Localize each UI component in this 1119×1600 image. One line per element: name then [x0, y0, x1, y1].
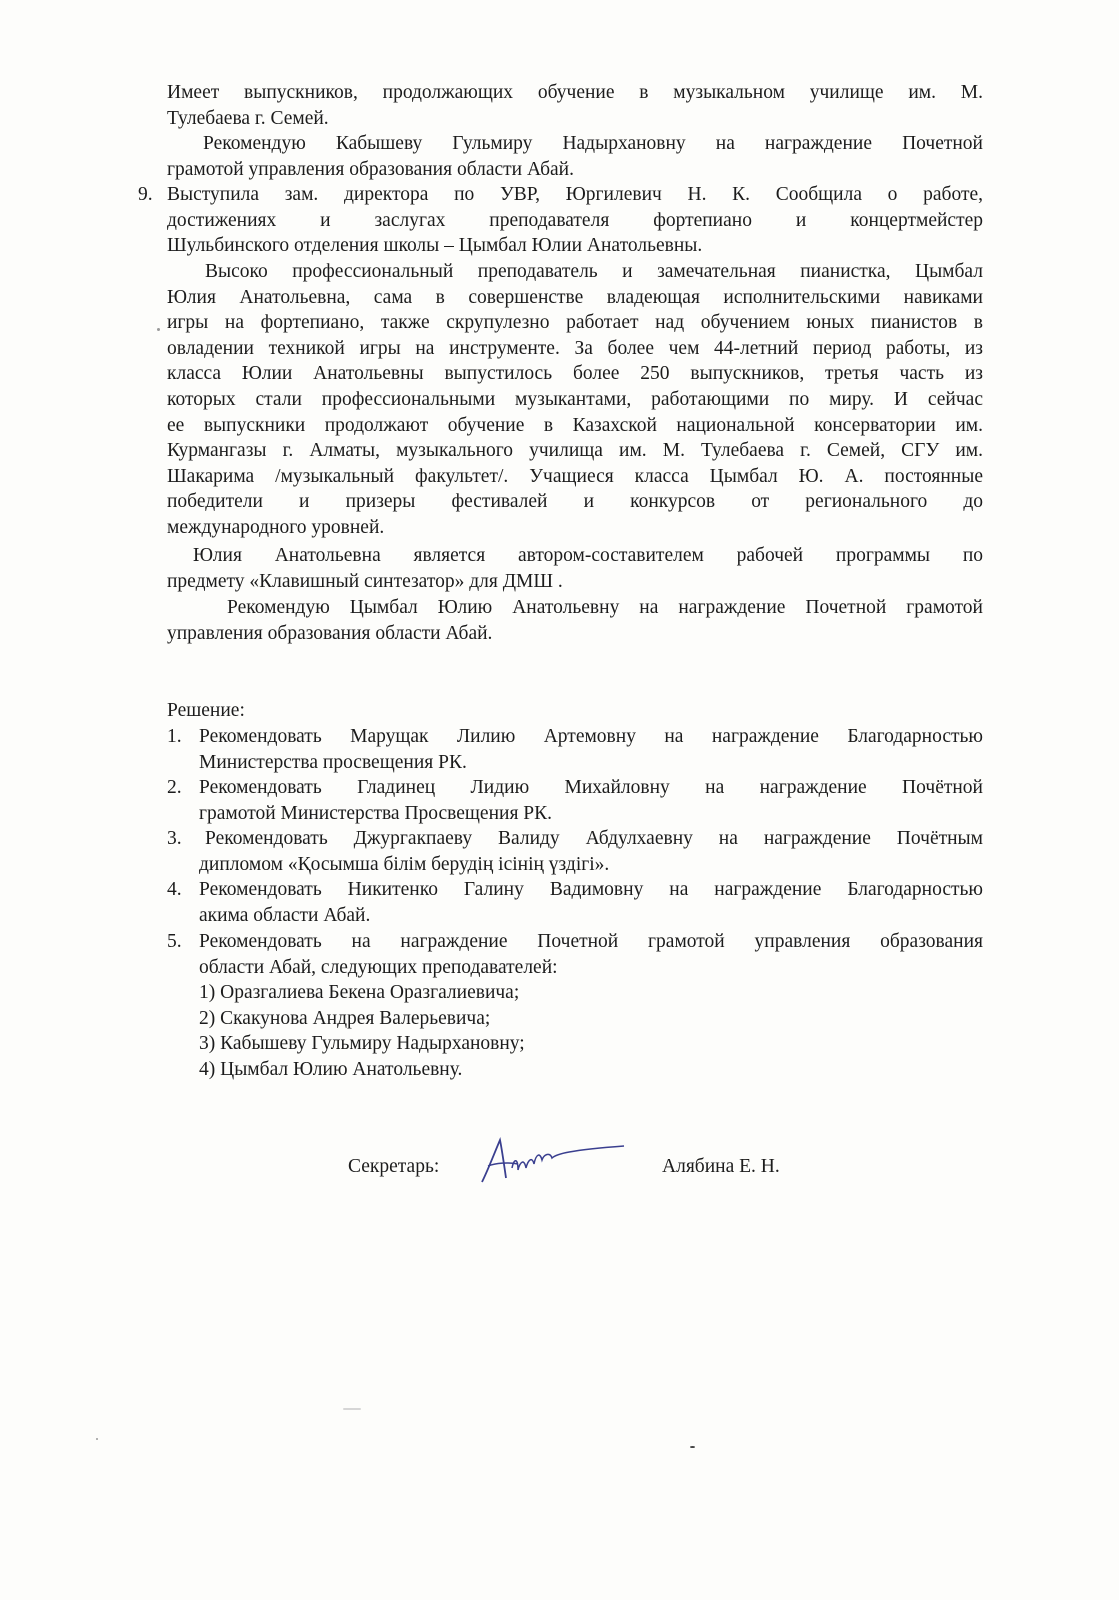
decision-item [199, 877, 983, 928]
decision-item-number: 1. [167, 726, 182, 747]
decision-heading: Решение: [167, 700, 245, 721]
handwritten-signature [474, 1128, 634, 1192]
decision-item [199, 724, 983, 775]
text-line: Министерства просвещения РК. [199, 751, 467, 773]
text-line: Шакарима /музыкальный факультет/. Учащиеся класса Цымбал Ю. А. постоянные [167, 465, 983, 487]
text-line: Рекомендовать на награждение Почетной грамотой управления образования [199, 931, 983, 952]
text-line: грамотой управления образования области Абай. [167, 158, 574, 180]
continuation-paragraph [167, 80, 983, 131]
signature-role: Секретарь: [348, 1156, 440, 1177]
teacher-list [199, 980, 983, 1082]
author-paragraph [167, 543, 983, 594]
text-line: Рекомендовать Джургакпаеву Валиду Абдулхаевну на награждение Почётным [205, 828, 983, 849]
text-line: дипломом «Қосымша білім берудің ісінің үздігі». [199, 853, 610, 875]
text-line: управления образования области Абай. [167, 622, 493, 644]
decision-item [199, 929, 983, 980]
text-line: победители и призеры фестивалей и конкурсов от регионального до [167, 491, 983, 513]
scan-speck [157, 328, 160, 331]
decision-item-number: 4. [167, 879, 182, 900]
text-line: предмету «Клавишный синтезатор» для ДМШ . [167, 570, 563, 592]
scan-speck [96, 1438, 98, 1440]
text-line: Курмангазы г. Алматы, музыкального училища им. М. Тулебаева г. Семей, СГУ им. [167, 440, 983, 462]
signature-name: Алябина Е. Н. [662, 1156, 780, 1177]
decision-item [199, 826, 983, 877]
decision-item-number: 2. [167, 777, 182, 798]
text-line: Выступила зам. директора по УВР, Юргилевич Н. К. Сообщила о работе, [167, 184, 983, 205]
text-line: Рекомендую Кабышеву Гульмиру Надырхановну на награждение Почетной [203, 133, 983, 154]
text-line: Юлия Анатольевна является автором-составителем рабочей программы по [193, 545, 983, 566]
text-line: Шульбинского отделения школы – Цымбал Юлии Анатольевны. [167, 235, 703, 257]
text-line: Высоко профессиональный преподаватель и замечательная пианистка, Цымбал [205, 261, 983, 282]
text-line: достижениях и заслугах преподавателя фортепиано и концертмейстер [167, 209, 983, 231]
text-line: овладении техникой игры на инструменте. За более чем 44-летний период работы, из [167, 337, 983, 359]
decision-item-number: 5. [167, 931, 182, 952]
text-line: акима области Абай. [199, 904, 371, 926]
description-paragraph [167, 259, 983, 541]
text-line: класса Юлии Анатольевны выпустилось более 250 выпускников, третья часть из [167, 363, 983, 385]
recommendation-kabysheva [167, 131, 983, 182]
text-line: Имеет выпускников, продолжающих обучение в музыкальном училище им. М. [167, 82, 983, 103]
recommendation-tsymbal [167, 595, 983, 646]
text-line: Рекомендовать Никитенко Галину Вадимовну на награждение Благодарностью [199, 879, 983, 900]
text-line: области Абай, следующих преподавателей: [199, 956, 558, 978]
teacher-list-item: 3) Кабышеву Гульмиру Надырхановну; [199, 1033, 525, 1055]
teacher-list-item: 4) Цымбал Юлию Анатольевну. [199, 1058, 463, 1080]
text-line: Рекомендую Цымбал Юлию Анатольевну на награждение Почетной грамотой [227, 597, 983, 618]
item-9-text [167, 182, 983, 259]
text-line: ее выпускники продолжают обучение в Казахской национальной консерватории им. [167, 414, 983, 436]
teacher-list-item: 1) Оразгалиева Бекена Оразгалиевича; [199, 982, 520, 1003]
text-line: Тулебаева г. Семей. [167, 107, 329, 129]
scan-speck [343, 1408, 361, 1410]
text-line: игры на фортепиано, также скрупулезно работает над обучением юных пианистов в [167, 312, 983, 334]
scan-speck [690, 1446, 695, 1448]
decision-item-number: 3. [167, 828, 182, 849]
text-line: грамотой Министерства Просвещения РК. [199, 802, 553, 824]
text-line: международного уровней. [167, 516, 385, 538]
text-line: Рекомендовать Марущак Лилию Артемовну на награждение Благодарностью [199, 726, 983, 747]
decision-item [199, 775, 983, 826]
text-line: Юлия Анатольевна, сама в совершенстве владеющая исполнительскими навиками [167, 286, 983, 308]
text-line: Рекомендовать Гладинец Лидию Михайловну на награждение Почётной [199, 777, 983, 798]
text-line: которых стали профессиональными музыкантами, работающими по миру. И сейчас [167, 388, 983, 410]
item-9-number: 9. [138, 184, 153, 205]
teacher-list-item: 2) Скакунова Андрея Валерьевича; [199, 1007, 491, 1029]
